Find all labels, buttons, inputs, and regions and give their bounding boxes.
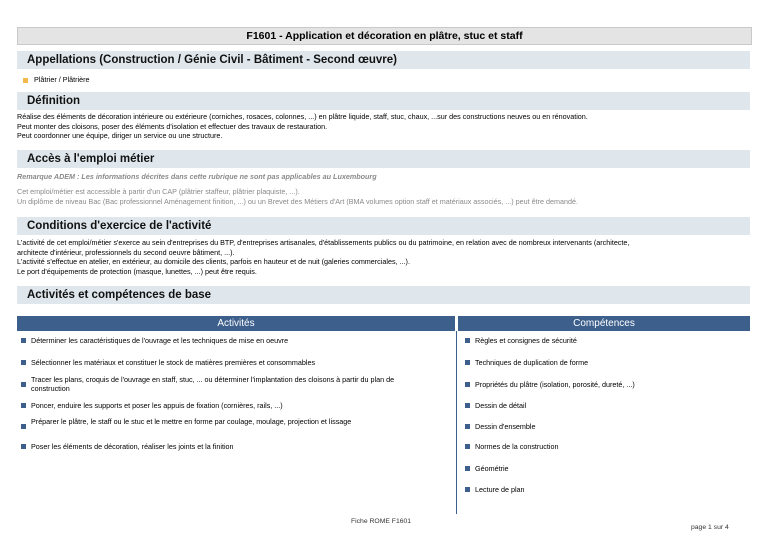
bullet-icon: [23, 78, 28, 83]
column-divider: [456, 331, 457, 514]
bullet-icon: [465, 403, 470, 408]
bullet-icon: [465, 444, 470, 449]
competence-item: Dessin de détail: [475, 401, 527, 410]
activite-item: Déterminer les caractéristiques de l'ouvrage et les techniques de mise en oeuvre: [31, 336, 289, 345]
bullet-icon: [465, 466, 470, 471]
section-conditions-heading: Conditions d'exercice de l'activité: [17, 217, 750, 235]
competence-item: Normes de la construction: [475, 442, 559, 451]
footer-center: Fiche ROME F1601: [351, 518, 412, 525]
activite-item: Poser les éléments de décoration, réaliser les joints et la finition: [31, 442, 234, 451]
acces-remark: Remarque ADEM : Les informations décrites dans cette rubrique ne sont pas applicables au Luxembourg: [17, 172, 377, 181]
bullet-icon: [465, 487, 470, 492]
bullet-icon: [465, 338, 470, 343]
page-title: F1601 - Application et décoration en plâtre, stuc et staff: [17, 27, 752, 45]
bullet-icon: [21, 360, 26, 365]
competence-item: Techniques de duplication de forme: [475, 358, 589, 367]
section-acces-heading: Accès à l'emploi métier: [17, 150, 750, 168]
activite-item: Tracer les plans, croquis de l'ouvrage en staff, stuc, ... ou déterminer l'implantation des cloisons à partir du plan de construction: [31, 375, 395, 393]
competence-item: Dessin d'ensemble: [475, 422, 536, 431]
section-appellations-heading: Appellations (Construction / Génie Civil - Bâtiment - Second œuvre): [17, 51, 750, 69]
definition-text: Réalise des éléments de décoration intérieure ou extérieure (corniches, rosaces, colonnes, ...) en plâtre liquide, staff, stuc, chaux, ...sur des constructions neuves ou en rénovation. Peut monter des cloisons, poser des éléments d'isolation et effectuer des travaux de restauration. Peut coordonner une équipe, diriger un service ou une structure.: [17, 112, 588, 140]
acces-text: Cet emploi/métier est accessible à partir d'un CAP (plâtrier staffeur, plâtrier plaquiste, ...). Un diplôme de niveau Bac (Bac professionnel Aménagement finition, ...) ou un Brevet des Métiers d'Art (BMA volumes option staff et matériaux associés, ...) peut être demandé.: [17, 187, 578, 206]
activite-item: Poncer, enduire les supports et poser les appuis de fixation (cornières, rails, ...): [31, 401, 283, 410]
activite-item: Préparer le plâtre, le staff ou le stuc et le mettre en forme par coulage, moulage, projection et lissage: [31, 417, 352, 426]
conditions-text: L'activité de cet emploi/métier s'exerce au sein d'entreprises du BTP, d'entreprises artisanales, d'établissements publics ou du patrimoine, en relation avec de nombreux intervenants (architecte, architecte d'intérieur, professionnels du second oeuvre bâtiment, ...). L'activité s'effectue en atelier, en extérieur, au domicile des clients, parfois en hauteur et de nuit (galeries commerciales, ...). Le port d'équipements de protection (masque, lunettes, ...) peut être requis.: [17, 238, 630, 276]
competence-item: Propriétés du plâtre (isolation, porosité, dureté, ...): [475, 380, 635, 389]
section-definition-heading: Définition: [17, 92, 750, 110]
column-header-competences: Compétences: [458, 316, 750, 331]
footer-page-number: page 1 sur 4: [691, 524, 729, 531]
bullet-icon: [21, 403, 26, 408]
competence-item: Règles et consignes de sécurité: [475, 336, 577, 345]
section-activites-heading: Activités et compétences de base: [17, 286, 750, 304]
competence-item: Géométrie: [475, 464, 509, 473]
bullet-icon: [465, 360, 470, 365]
activite-item: Sélectionner les matériaux et constituer le stock de matières premières et consommables: [31, 358, 316, 367]
bullet-icon: [21, 424, 26, 429]
appellation-item: Plâtrier / Plâtrière: [17, 75, 762, 85]
bullet-icon: [465, 382, 470, 387]
bullet-icon: [465, 424, 470, 429]
bullet-icon: [21, 338, 26, 343]
competence-item: Lecture de plan: [475, 485, 525, 494]
column-header-activites: Activités: [17, 316, 455, 331]
bullet-icon: [21, 382, 26, 387]
bullet-icon: [21, 444, 26, 449]
